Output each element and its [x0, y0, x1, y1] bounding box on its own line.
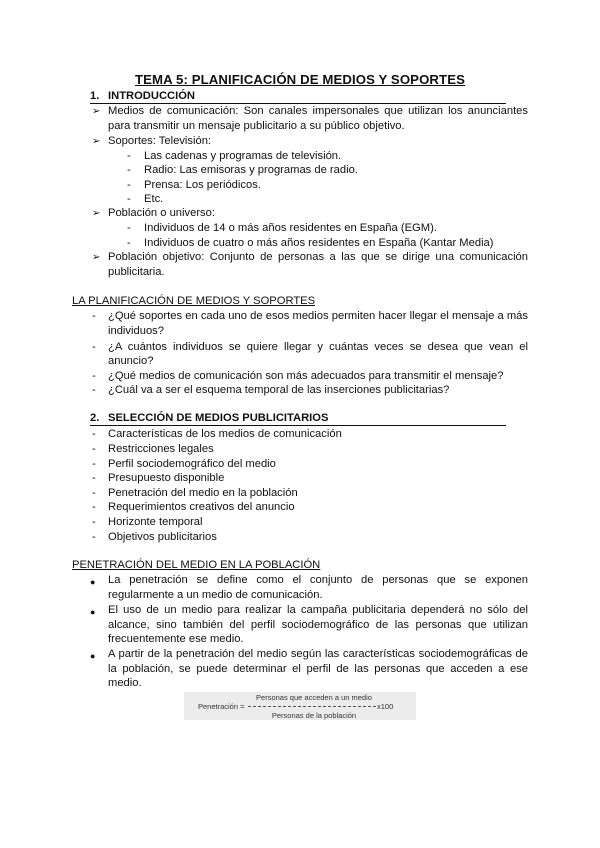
list-item-cont: la población, se puede determinar el perfil de las personas que acceden a ese — [108, 663, 528, 675]
list-item-cont: alcance, sino también del perfil sociodemográfico de las personas que utilizan — [108, 619, 528, 631]
dash-bullet-icon: - — [92, 516, 96, 528]
list-item: Presupuesto disponible — [108, 472, 225, 484]
list-item: Población o universo: — [108, 207, 215, 219]
section-1-title: INTRODUCCIÓN — [108, 90, 196, 102]
list-item: A partir de la penetración del medio según las características sociodemográficas de — [108, 648, 528, 660]
list-item-cont: anuncio? — [108, 355, 154, 367]
list-item: ¿Cuál va a ser el esquema temporal de las inserciones publicitarias? — [108, 384, 450, 396]
list-item: ¿Qué medios de comunicación son más adecuados para transmitir el mensaje? — [108, 370, 504, 382]
sub-list-item: Radio: Las emisoras y programas de radio. — [144, 164, 358, 176]
formula-multiplier: x100 — [377, 702, 394, 711]
arrow-bullet-icon: ➢ — [92, 136, 101, 147]
section-2-heading — [90, 412, 506, 426]
dash-bullet-icon: - — [92, 341, 96, 353]
arrow-bullet-icon: ➢ — [92, 106, 101, 117]
arrow-bullet-icon: ➢ — [92, 208, 101, 219]
section-2-title: SELECCIÓN DE MEDIOS PUBLICITARIOS — [108, 412, 329, 424]
dash-bullet-icon: - — [92, 531, 96, 543]
list-item: El uso de un medio para realizar la campaña publicitaria dependerá no sólo del — [108, 604, 528, 616]
section-1-number: 1. — [90, 90, 100, 102]
dash-bullet-icon: - — [92, 472, 96, 484]
list-item: ¿A cuántos individuos se quiere llegar y cuántas veces se desea que vean el — [108, 341, 528, 353]
list-item: Objetivos publicitarios — [108, 531, 217, 543]
round-bullet-icon: ● — [90, 651, 96, 661]
dash-bullet-icon: - — [92, 501, 96, 513]
dash-bullet-icon: - — [127, 193, 131, 205]
list-item-cont: regularmente a un medio de comunicación. — [108, 589, 323, 601]
sub-list-item: Etc. — [144, 193, 164, 205]
dash-bullet-icon: - — [92, 310, 96, 322]
dash-bullet-icon: - — [92, 487, 96, 499]
page-title: TEMA 5: PLANIFICACIÓN DE MEDIOS Y SOPORTES — [134, 72, 466, 87]
list-item: Soportes: Televisión: — [108, 135, 212, 147]
list-item-cont: individuos? — [108, 325, 164, 337]
sub-list-item: Las cadenas y programas de televisión. — [144, 150, 342, 162]
dash-bullet-icon: - — [127, 164, 131, 176]
arrow-bullet-icon: ➢ — [92, 252, 101, 263]
dash-bullet-icon: - — [92, 384, 96, 396]
list-item: Perfil sociodemográfico del medio — [108, 458, 276, 470]
list-item: Características de los medios de comunicación — [108, 428, 342, 440]
list-item-cont: publicitaria. — [108, 266, 165, 278]
sub-list-item: Individuos de 14 o más años residentes en España (EGM). — [144, 222, 437, 234]
fraction-bar — [248, 706, 376, 707]
list-item-cont: para transmitir un mensaje publicitario a su público objetivo. — [108, 120, 405, 132]
list-item: Medios de comunicación: Son canales impersonales que utilizan los anunciantes — [108, 105, 528, 117]
dash-bullet-icon: - — [92, 370, 96, 382]
list-item: Horizonte temporal — [108, 516, 203, 528]
planning-heading: LA PLANIFICACIÓN DE MEDIOS Y SOPORTES — [72, 295, 316, 307]
formula-label: Penetración = — [198, 702, 245, 711]
list-item: Población objetivo: Conjunto de personas a las que se dirige una comunicación — [108, 251, 528, 263]
sub-list-item: Prensa: Los periódicos. — [144, 179, 261, 191]
dash-bullet-icon: - — [92, 458, 96, 470]
dash-bullet-icon: - — [92, 443, 96, 455]
dash-bullet-icon: - — [127, 222, 131, 234]
list-item-cont: medio. — [108, 677, 142, 689]
dash-bullet-icon: - — [127, 179, 131, 191]
penetration-heading: PENETRACIÓN DEL MEDIO EN LA POBLACIÓN — [72, 559, 321, 571]
section-2-number: 2. — [90, 412, 100, 424]
list-item: La penetración se define como el conjunto de personas que se exponen — [108, 574, 528, 586]
penetration-formula — [184, 692, 416, 720]
list-item-cont: frecuentemente ese medio. — [108, 633, 244, 645]
section-1-heading — [90, 90, 506, 104]
list-item: ¿Qué soportes en cada uno de esos medios permiten hacer llegar el mensaje a más — [108, 310, 528, 322]
dash-bullet-icon: - — [92, 428, 96, 440]
round-bullet-icon: ● — [90, 577, 96, 587]
list-item: Restricciones legales — [108, 443, 214, 455]
list-item: Penetración del medio en la población — [108, 487, 298, 499]
formula-denominator: Personas de la población — [271, 711, 357, 720]
dash-bullet-icon: - — [127, 150, 131, 162]
dash-bullet-icon: - — [127, 237, 131, 249]
sub-list-item: Individuos de cuatro o más años residentes en España (Kantar Media) — [144, 237, 494, 249]
round-bullet-icon: ● — [90, 607, 96, 617]
list-item: Requerimientos creativos del anuncio — [108, 501, 295, 513]
formula-numerator: Personas que acceden a un medio — [256, 693, 372, 702]
